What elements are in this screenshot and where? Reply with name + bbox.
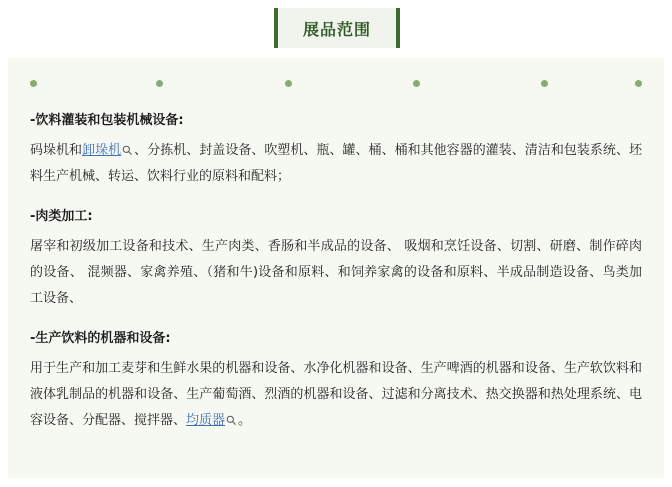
- exhibit-scope-body: [30, 110, 642, 450]
- search-icon: [122, 145, 133, 156]
- decorative-dot-6: [635, 80, 642, 87]
- decorative-dot-1: [30, 80, 37, 87]
- paragraph-text-lead: 码垛机和: [30, 143, 83, 158]
- search-icon: [226, 415, 237, 426]
- section-paragraph: [30, 234, 642, 312]
- section-meat-processing: [30, 206, 642, 312]
- decorative-dot-2: [156, 80, 163, 87]
- inline-link-homogenizer[interactable]: 均质器: [186, 413, 226, 428]
- page-title: 展品范围: [302, 19, 371, 39]
- section-heading: -肉类加工:: [30, 209, 93, 224]
- section-heading: -生产饮料的机器和设备:: [30, 331, 171, 346]
- paragraph-text-lead: 用于生产和加工麦芽和生鲜水果的机器和设备、水净化机器和设备、生产啤酒的机器和设备、生产软饮料和液体乳制品的机器和设备、生产葡萄酒、烈酒的机器和设备、过滤和分离技术、热交换器和热处理系统、电容设备、分配器、搅拌器、: [30, 361, 642, 428]
- section-beverage-filling: [30, 110, 642, 190]
- decorative-dot-row: [8, 80, 664, 88]
- section-beverage-production: [30, 328, 642, 434]
- section-paragraph: [30, 138, 642, 190]
- content-card: [8, 58, 664, 478]
- paragraph-text-lead: 屠宰和初级加工设备和技术、生产肉类、香肠和半成品的设备、 吸烟和烹饪设备、切割、研磨、制作碎肉的设备、 混频器、家禽养殖、（猪和牛)设备和原料、和饲养家禽的设备和原料、半成品制造设备、鸟类加工设备、: [30, 239, 642, 306]
- paragraph-text-tail: 。: [238, 413, 252, 428]
- paragraph-text-tail: 、分拣机、封盖设备、吹塑机、瓶、罐、桶、桶和其他容器的灌装、清洁和包装系统、坯料生产机械、转运、饮料行业的原料和配料；: [30, 143, 642, 184]
- section-heading: -饮料灌装和包装机械设备:: [30, 113, 184, 128]
- decorative-dot-3: [285, 80, 292, 87]
- section-title-banner: [274, 8, 400, 48]
- section-paragraph: [30, 356, 642, 434]
- decorative-dot-5: [541, 80, 548, 87]
- inline-link-depalletizer[interactable]: 卸垛机: [82, 143, 122, 158]
- decorative-dot-4: [413, 80, 420, 87]
